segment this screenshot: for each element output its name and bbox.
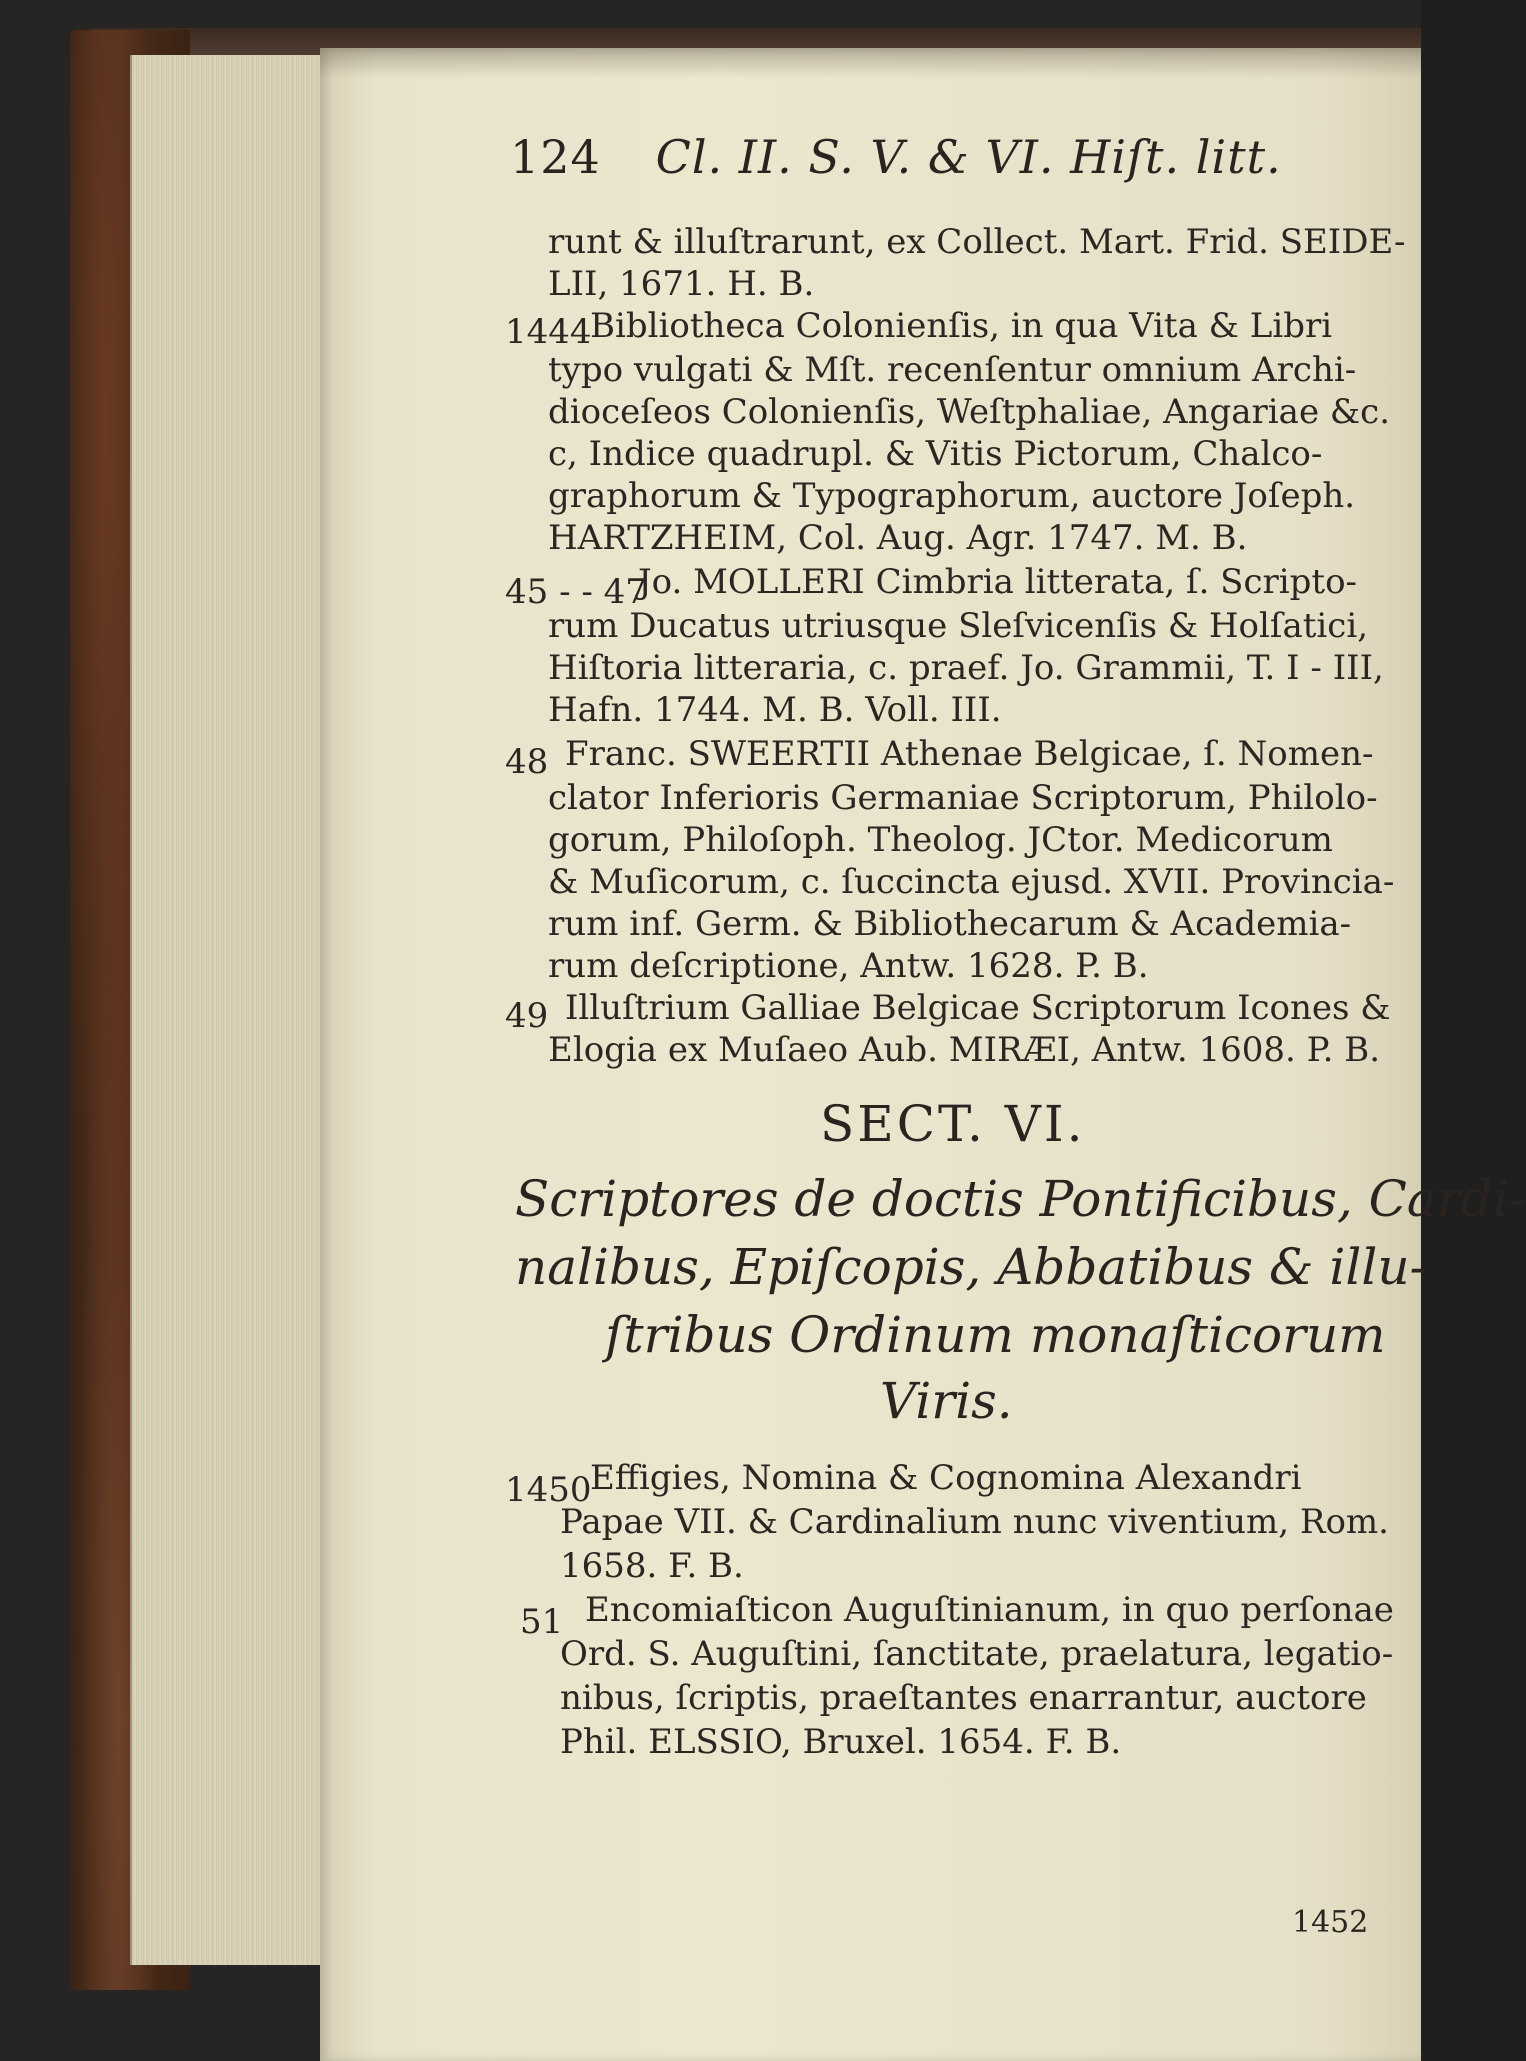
entry-line: dioceſeos Colonienſis, Weſtphaliae, Angariae &c.: [548, 392, 1390, 432]
entry-line: runt & illuſtrarunt, ex Collect. Mart. Frid. SEIDE-: [548, 222, 1406, 262]
entry-number: 1444: [505, 312, 592, 352]
entry-line: Papae VII. & Cardinalium nunc viventium, Rom.: [560, 1502, 1389, 1542]
entry-line: gorum, Philoſoph. Theolog. JCtor. Medicorum: [548, 820, 1333, 860]
entry-number: 48: [505, 742, 549, 782]
catchword: 1452: [1292, 1905, 1369, 1940]
entry-line: HARTZHEIM, Col. Aug. Agr. 1747. M. B.: [548, 518, 1248, 558]
running-title: Cl. II. S. V. & VI. Hiſt. litt.: [655, 130, 1282, 184]
entry-line: typo vulgati & Mſt. recenſentur omnium Archi-: [548, 350, 1357, 390]
section-title: SECT. VI.: [820, 1095, 1086, 1153]
page-number: 124: [510, 130, 601, 184]
page-top-shadow: [320, 48, 1421, 78]
entry-line: Phil. ELSSIO, Bruxel. 1654. F. B.: [560, 1722, 1122, 1762]
entry-number: 49: [505, 996, 549, 1036]
section-subtitle-line: Scriptores de doctis Pontificibus, Cardi-: [515, 1170, 1526, 1228]
entry-line: Encomiaſticon Auguſtinianum, in quo perſonae: [585, 1590, 1394, 1630]
entry-line: graphorum & Typographorum, auctore Joſeph.: [548, 476, 1356, 516]
entry-line: LII, 1671. H. B.: [548, 264, 815, 304]
entry-number: 51: [520, 1602, 564, 1642]
entry-line: Elogia ex Muſaeo Aub. MIRÆI, Antw. 1608. P. B.: [548, 1030, 1381, 1070]
entry-line: Ord. S. Auguſtini, ſanctitate, praelatura, legatio-: [560, 1634, 1394, 1674]
entry-line: Illuſtrium Galliae Belgicae Scriptorum Icones &: [565, 988, 1391, 1028]
section-subtitle-line: ſtribus Ordinum monaſticorum: [605, 1306, 1386, 1364]
entry-line: Bibliotheca Colonienſis, in qua Vita & Libri: [590, 306, 1333, 346]
section-subtitle-line: nalibus, Epiſcopis, Abbatibus & illu-: [515, 1238, 1427, 1296]
entry-number: 1450: [505, 1470, 592, 1510]
entry-line: Effigies, Nomina & Cognomina Alexandri: [590, 1458, 1302, 1498]
entry-line: rum deſcriptione, Antw. 1628. P. B.: [548, 946, 1149, 986]
entry-line: Hafn. 1744. M. B. Voll. III.: [548, 690, 1002, 730]
entry-line: & Muſicorum, c. ſuccincta ejusd. XVII. Provincia-: [548, 862, 1395, 902]
entry-line: 1658. F. B.: [560, 1546, 744, 1586]
entry-line: nibus, ſcriptis, praeſtantes enarrantur, auctore: [560, 1678, 1367, 1718]
entry-line: Jo. MOLLERI Cimbria litterata, ſ. Scripto-: [638, 562, 1358, 602]
entry-line: c, Indice quadrupl. & Vitis Pictorum, Chalco-: [548, 434, 1323, 474]
entry-line: clator Inferioris Germaniae Scriptorum, Philolo-: [548, 778, 1378, 818]
section-subtitle-line: Viris.: [880, 1372, 1013, 1430]
entry-line: rum Ducatus utriusque Sleſvicenſis & Holſatici,: [548, 606, 1369, 646]
entry-line: Hiſtoria litteraria, c. praef. Jo. Grammii, T. I - III,: [548, 648, 1384, 688]
entry-line: Franc. SWEERTII Athenae Belgicae, ſ. Nomen-: [565, 734, 1374, 774]
running-header: [510, 130, 1310, 190]
entry-line: rum inf. Germ. & Bibliothecarum & Academia-: [548, 904, 1352, 944]
page-stack-edge: [130, 55, 342, 1965]
entry-number: 45 - - 47: [505, 572, 647, 612]
